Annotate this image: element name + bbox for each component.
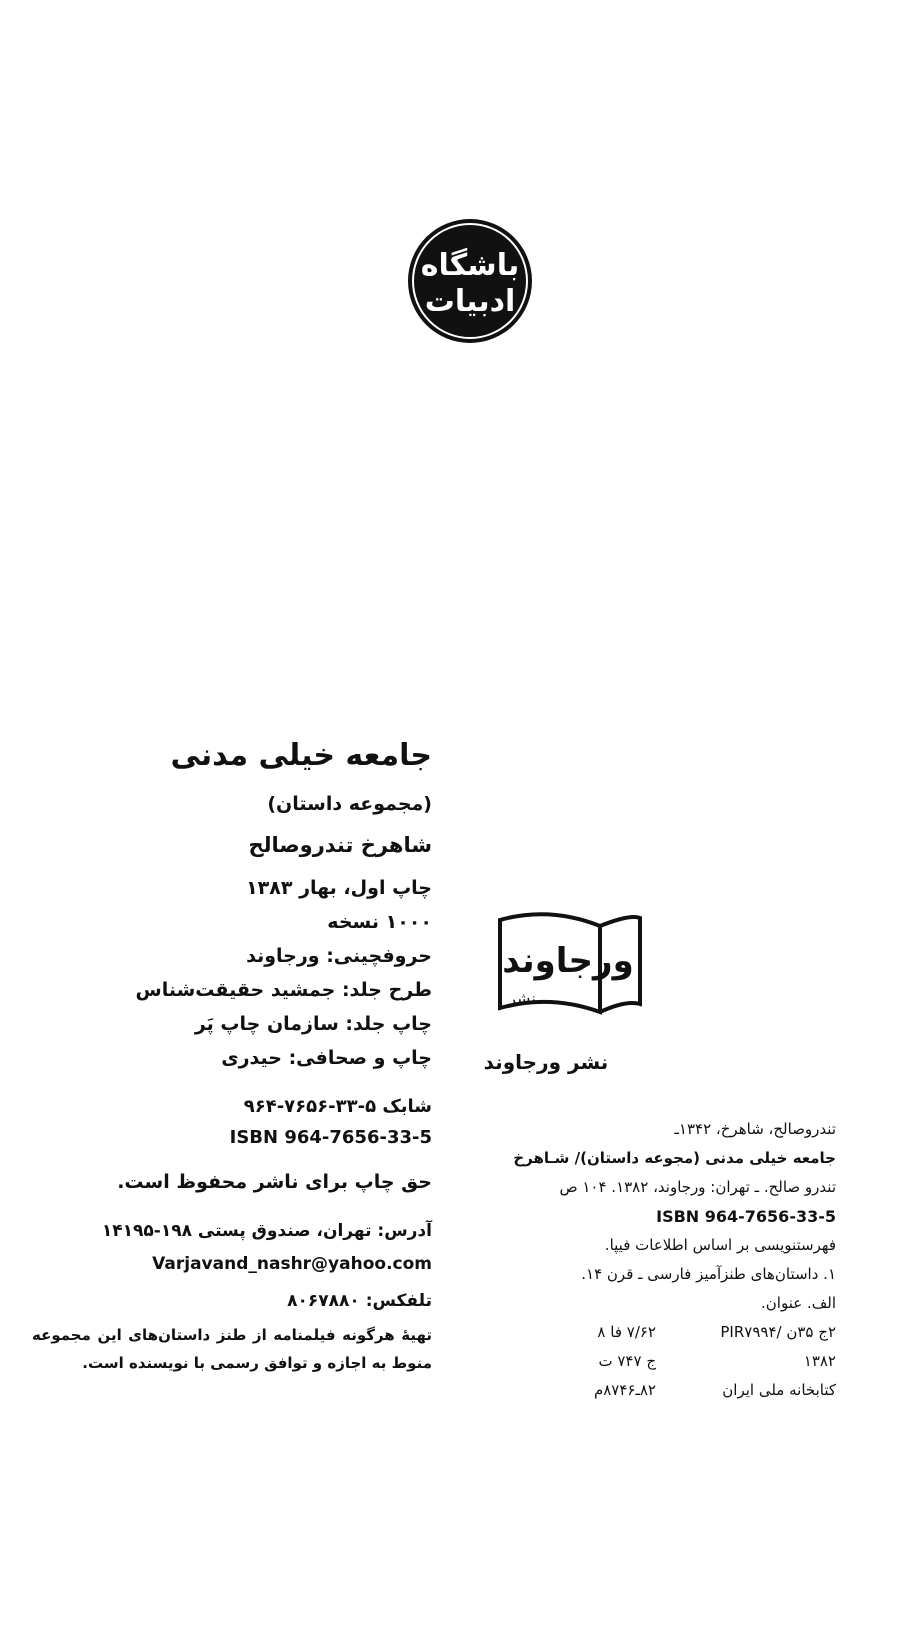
edition-info: چاپ اول، بهار ۱۳۸۳	[246, 877, 432, 899]
classification-cell: ۲ج ۳۵ن /PIR۷۹۹۴	[720, 1323, 836, 1341]
logo-small-word: نشر	[508, 989, 536, 1008]
classification-cell: ج ۷۴۷ ت	[598, 1352, 656, 1370]
catalog-title: جامعه خیلی مدنی (مجوعه داستان)/ شـاهرخ	[513, 1149, 836, 1167]
catalog-subject: ۱. داستان‌های طنزآمیز فارسی ـ قرن ۱۴.	[581, 1265, 836, 1283]
telefax-number: تلفکس: ۸۰۶۷۸۸۰	[287, 1291, 432, 1311]
seal-text-line1: باشگاه	[420, 248, 520, 283]
catalog-title-entry: الف. عنوان.	[761, 1294, 836, 1312]
varjavand-book-logo	[480, 900, 650, 1030]
print-run: ۱۰۰۰ نسخه	[327, 911, 432, 933]
shabak-number: شابک ۵-۳۳-۷۶۵۶-۹۶۴	[243, 1096, 432, 1117]
catalog-imprint: تندرو صالح. ـ تهران: ورجاوند، ۱۳۸۲. ۱۰۴ ص	[559, 1178, 836, 1196]
copyright-notice: حق چاپ برای ناشر محفوظ است.	[117, 1171, 432, 1193]
catalog-fipa-note: فهرستنویسی بر اساس اطلاعات فیپا.	[604, 1236, 836, 1254]
isbn-number: ISBN 964-7656-33-5	[229, 1127, 432, 1148]
publisher-email: Varjavand_nashr@yahoo.com	[152, 1254, 432, 1274]
book-subtitle: (مجموعه داستان)	[267, 793, 432, 815]
publisher-name: نشر ورجاوند	[483, 1050, 609, 1074]
classification-cell: کتابخانه ملی ایران	[722, 1381, 836, 1399]
cataloguing-record	[476, 1115, 836, 1405]
book-author: شاهرخ تندروصالح	[248, 833, 432, 857]
catalog-author: تندروصالح، شاهرخ، ۱۳۴۲ـ	[674, 1120, 836, 1138]
logo-word: ورجاوند	[502, 941, 634, 981]
classification-cell: ۱۳۸۲	[803, 1352, 836, 1370]
binding-credit: چاپ و صحافی: حیدری	[221, 1047, 432, 1069]
book-title: جامعه خیلی مدنی	[170, 738, 432, 773]
classification-cell: ۷/۶۲ فا ۸	[597, 1323, 656, 1341]
book-credits	[32, 738, 432, 1377]
adaptation-notice: تهیهٔ هرگونه فیلمنامه از طنز داستان‌های این مجموعه منوط به اجازه و توافق رسمی با نویسنده است.	[32, 1326, 432, 1372]
seal-text-line2: ادبیات	[424, 284, 516, 319]
adabiat-club-seal-logo	[406, 217, 534, 345]
cover-print-credit: چاپ جلد: سازمان چاپ پَر	[194, 1013, 432, 1035]
cover-design-credit: طرح جلد: جمشید حقیقت‌شناس	[135, 979, 432, 1001]
typesetting-credit: حروفچینی: ورجاوند	[246, 945, 432, 967]
postal-address: آدرس: تهران، صندوق پستی ۱۹۸-۱۴۱۹۵	[101, 1221, 432, 1241]
catalog-isbn: ISBN 964-7656-33-5	[656, 1207, 836, 1226]
catalog-classification-grid	[476, 1318, 836, 1405]
classification-cell: ۸۲ـ۸۷۴۶م	[593, 1381, 656, 1399]
